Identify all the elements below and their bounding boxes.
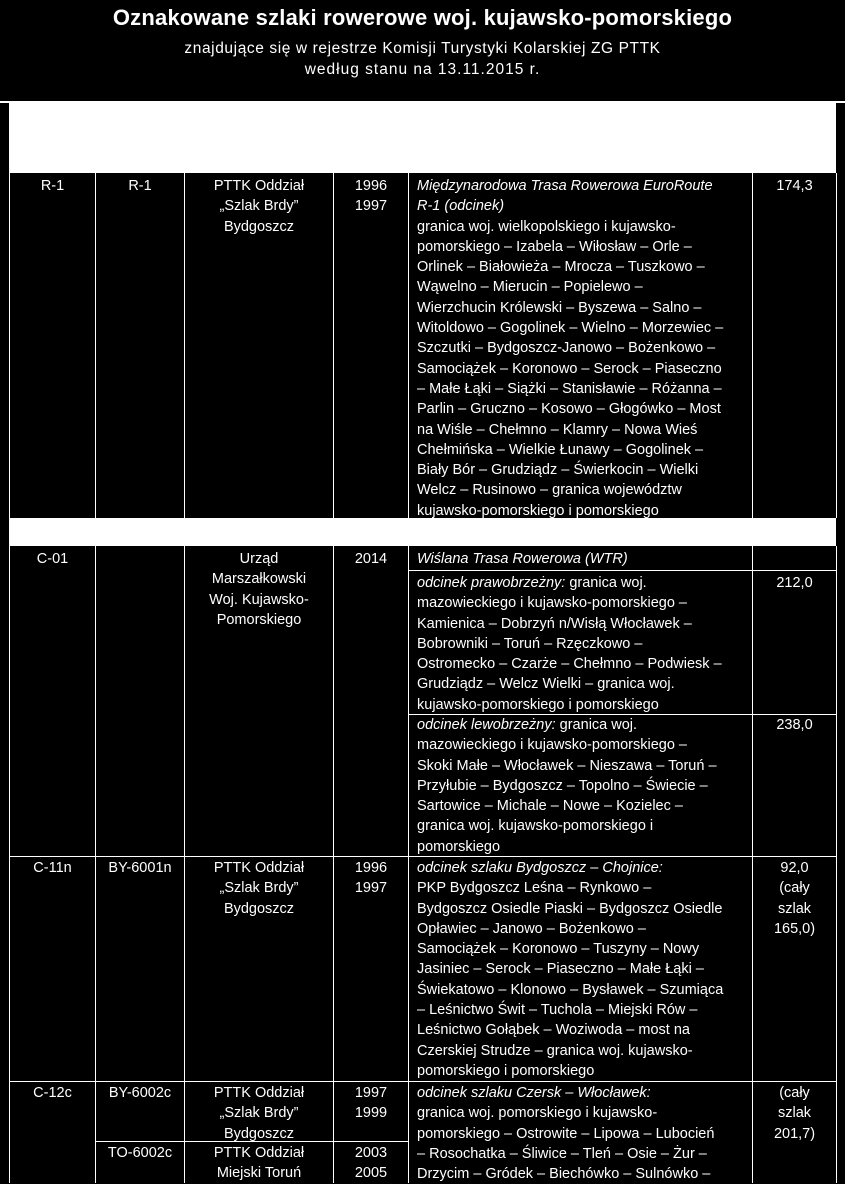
table-header-band — [9, 102, 836, 173]
section-separator-band — [9, 518, 836, 546]
document-title: Oznakowane szlaki rowerowe woj. kujawsko-pomorskiego — [112, 5, 733, 30]
trail-code: TO-6002c — [107, 1145, 173, 1161]
route-title: Wiślana Trasa Rowerowa (WTR) — [417, 551, 628, 567]
route-description: odcinek szlaku Czersk – Włocławek: granica woj. pomorskiego i kujawsko- pomorskiego – Ostrowite – Lipowa – Lubocień – Rosochatka – Śliwice – Tleń – Osie – Żur – Drzycim – Gródek – Biechówko – Sulnówko – — [417, 1085, 715, 1183]
grid-line — [95, 173, 96, 518]
trail-code: R-1 — [128, 178, 152, 194]
trail-symbol: R-1 — [40, 178, 65, 194]
years: 1996 1997 — [354, 178, 388, 215]
organizer: PTTK Oddział „Szlak Brdy” Bydgoszcz — [213, 178, 305, 235]
trail-code: BY-6001n — [108, 860, 172, 876]
grid-line — [408, 173, 409, 518]
trail-symbol: C-11n — [33, 860, 72, 876]
grid-line — [408, 570, 836, 571]
route-description-right-bank: odcinek prawobrzeżny: granica woj. mazowieckiego i kujawsko-pomorskiego – Kamienica – Dobrzyń n/Wisłą Włocławek – Bobrowniki – Toruń – Rzęczkowo – Ostromecko – Czarże – Chełmno – Podwiesk – Grudziądz – Welcz Wielki – granica woj. kujawsko-pomorskiego i pomorskiego — [417, 575, 722, 713]
route-description: Międzynarodowa Trasa Rowerowa EuroRoute R-1 (odcinek) granica woj. wielkopolskiego i kujawsko- pomorskiego – Izabela – Wiłosław – Orle – Orlinek – Białowieża – Mrocza – Tuszkowo – Wąwelno – Mierucin – Popielewo – Wierzchucin Królewski – Byszewa – Salno – Witoldowo – Gogolinek – Wielno – Morzewiec – Szczutki – Bydgoszcz-Janowo – Bożenkowo – Samociążek – Koronowo – Serock – Piaseczno – Małe Łąki – Siążki – Stanisławie – Różanna – Parlin – Gruczno – Kosowo – Głogówko – Most na Wiśle – Chełmno – Klamry – Nowa Wieś Chełmińska – Wielkie Łunawy – Gogolinek – Biały Bór – Grudziądz – Świerkocin – Wielki Welcz – Rusinowo – granica województw kujawsko-pomorskiego i pomorskiego — [417, 178, 724, 519]
years: 2003 2005 — [354, 1145, 388, 1182]
years: 1997 1999 — [354, 1085, 388, 1122]
organizer: PTTK Oddział „Szlak Brdy” Bydgoszcz — [213, 1085, 305, 1142]
trail-symbol: C-12c — [33, 1085, 72, 1101]
organizer: Urząd Marszałkowski Woj. Kujawsko- Pomorskiego — [209, 551, 309, 628]
document-date-line: według stanu na 13.11.2015 r. — [304, 61, 541, 78]
route-length: 238,0 — [776, 717, 813, 733]
organizer: PTTK Oddział „Szlak Brdy” Bydgoszcz — [213, 860, 305, 917]
route-length: 212,0 — [776, 575, 813, 591]
document-subtitle: znajdujące się w rejestrze Komisji Turystyki Kolarskiej ZG PTTK — [184, 40, 661, 57]
route-description: odcinek szlaku Bydgoszcz – Chojnice: PKP Bydgoszcz Leśna – Rynkowo – Bydgoszcz Osiedle Piaski – Bydgoszcz Osiedle Opławiec – Janowo – Bożenkowo – Samociążek – Koronowo – Tuszyny – Nowy Jasiniec – Serock – Piaseczno – Małe Łąki – Świekatowo – Klonowo – Bysławek – Szumiąca – Leśnictwo Świt – Tuchola – Miejski Rów – Leśnictwo Gołąbek – Woziwoda – most na Czerskiej Strudze – granica woj. kujawsko- pomorskiego i pomorskiego — [417, 860, 724, 1079]
grid-line — [836, 173, 837, 518]
route-length: (cały szlak 201,7) — [773, 1085, 816, 1142]
trail-symbol: C-01 — [36, 551, 69, 567]
organizer: PTTK Oddział Miejski Toruń — [213, 1145, 305, 1182]
trail-code: BY-6002c — [108, 1085, 172, 1101]
grid-line — [9, 173, 10, 518]
years: 1996 1997 — [354, 860, 388, 897]
route-length: 174,3 — [776, 178, 813, 194]
grid-line — [408, 546, 409, 1183]
grid-line — [752, 173, 753, 518]
grid-line — [836, 546, 837, 1183]
grid-line — [333, 173, 334, 518]
route-description-left-bank: odcinek lewobrzeżny: granica woj. mazowieckiego i kujawsko-pomorskiego – Skoki Małe – Włocławek – Nieszawa – Toruń – Przyłubie – Bydgoszcz – Topolno – Świecie – Sartowice – Michale – Nowe – Kozielec – granica woj. kujawsko-pomorskiego i pomorskiego — [417, 717, 717, 855]
years: 2014 — [354, 551, 388, 567]
route-length: 92,0 (cały szlak 165,0) — [773, 860, 816, 937]
